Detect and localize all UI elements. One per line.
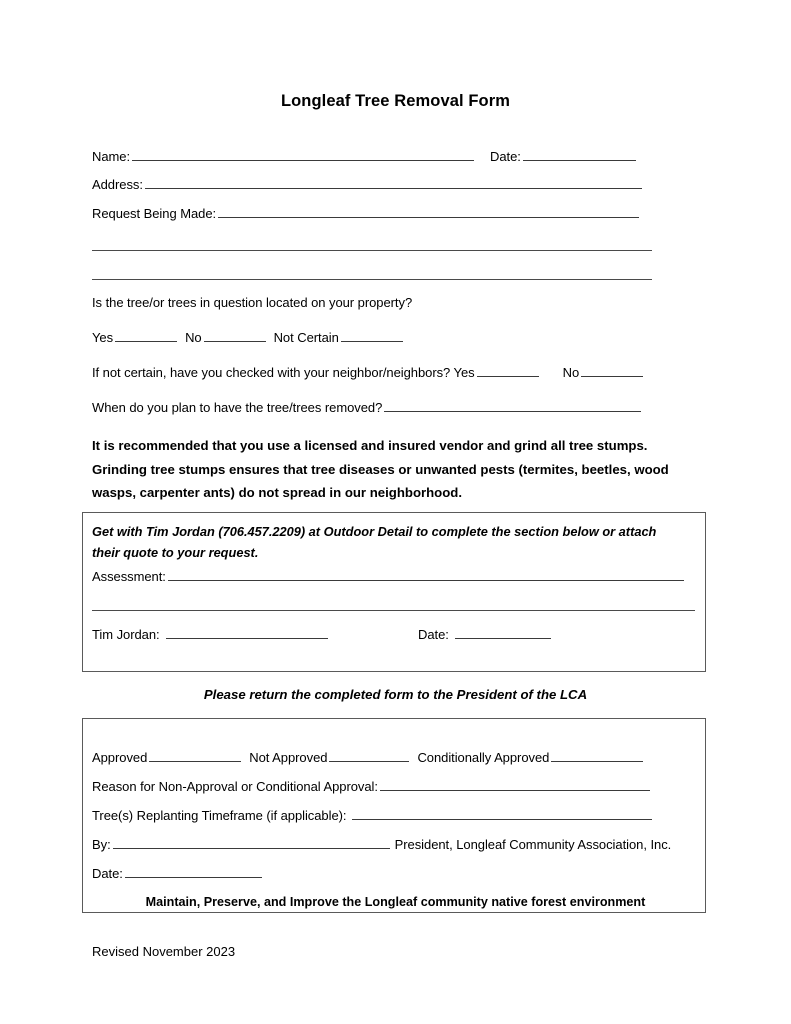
address-field-row [92,176,642,193]
not-certain-input-rule[interactable] [341,329,403,342]
request-continuation-rule-1[interactable] [92,250,652,251]
approver-signature-row [92,836,671,853]
neighbor-no-label: No [562,365,580,380]
removal-timing-label: When do you plan to have the tree/trees removed? [92,400,383,415]
reason-label: Reason for Non-Approval or Conditional Approval: [92,779,378,794]
approval-status-row [92,749,643,766]
date-input-rule[interactable] [523,148,636,161]
approved-label: Approved [92,750,148,765]
date-field-row [490,148,636,165]
neighbor-yes-input-rule[interactable] [477,364,539,377]
revision-date: Revised November 2023 [92,944,236,959]
name-field-row [92,148,474,165]
tim-jordan-label: Tim Jordan: [92,627,160,642]
by-title-text: President, Longleaf Community Association, Inc. [394,837,672,852]
by-label: By: [92,837,111,852]
conditionally-approved-label: Conditionally Approved [417,750,550,765]
replanting-row [92,807,652,824]
neighbor-no-input-rule[interactable] [581,364,643,377]
recommendation-paragraph: It is recommended that you use a licensed and insured vendor and grind all tree stumps. Grinding tree stumps ensures that tree diseases or unwanted pests (termites, beetles, wood wasps, carpenter ants) do not spread in our neighborhood. [92,438,669,500]
no-label: No [185,330,202,345]
approved-input-rule[interactable] [149,749,241,762]
vendor-instruction: Get with Tim Jordan (706.457.2209) at Outdoor Detail to complete the section below or attach their quote to your request. [92,524,657,560]
vendor-date-label: Date: [418,627,449,642]
name-input-rule[interactable] [132,148,474,161]
neighbor-question-row [92,364,643,381]
address-label: Address: [92,177,143,192]
address-input-rule[interactable] [145,176,642,189]
approval-date-row [92,865,262,882]
date-label: Date: [490,149,521,164]
not-approved-label: Not Approved [249,750,328,765]
by-signature-rule[interactable] [113,836,390,849]
vendor-date-row [418,626,551,643]
not-approved-input-rule[interactable] [329,749,409,762]
conditionally-approved-input-rule[interactable] [551,749,643,762]
no-input-rule[interactable] [204,329,266,342]
request-field-row [92,205,639,222]
reason-input-rule[interactable] [380,778,650,791]
assessment-label: Assessment: [92,569,166,584]
replanting-label: Tree(s) Replanting Timeframe (if applicable): [92,808,347,823]
community-motto: Maintain, Preserve, and Improve the Longleaf community native forest environment [145,895,646,909]
request-input-rule[interactable] [218,205,639,218]
return-instruction: Please return the completed form to the President of the LCA [203,687,588,702]
request-label: Request Being Made: [92,206,217,221]
yes-input-rule[interactable] [115,329,177,342]
assessment-field-row [92,568,684,585]
vendor-signature-row [92,626,328,643]
assessment-input-rule[interactable] [168,568,684,581]
replanting-input-rule[interactable] [352,807,652,820]
property-answer-row [92,329,403,346]
name-label: Name: [92,149,131,164]
yes-label: Yes [92,330,114,345]
neighbor-question-label: If not certain, have you checked with your neighbor/neighbors? Yes [92,365,475,380]
not-certain-label: Not Certain [273,330,339,345]
approval-date-rule[interactable] [125,865,262,878]
reason-row [92,778,650,795]
tim-jordan-signature-rule[interactable] [166,626,328,639]
assessment-continuation-rule[interactable] [92,610,695,611]
approval-date-label: Date: [92,866,123,881]
property-question: Is the tree/or trees in question located on your property? [92,295,413,310]
vendor-date-rule[interactable] [455,626,551,639]
page-title: Longleaf Tree Removal Form [280,92,511,110]
removal-timing-input-rule[interactable] [384,399,641,412]
removal-timing-row [92,399,641,416]
request-continuation-rule-2[interactable] [92,279,652,280]
